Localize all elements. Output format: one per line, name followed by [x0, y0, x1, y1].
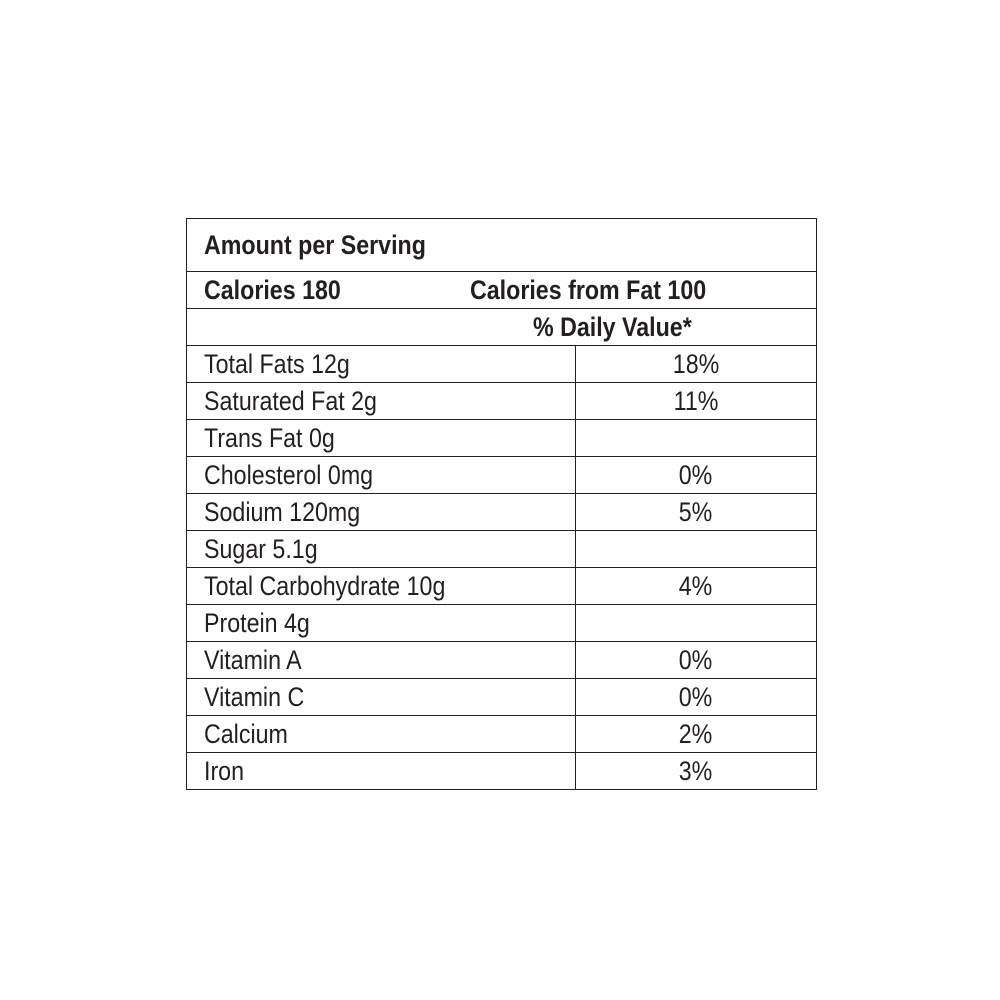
nutrient-row — [187, 457, 817, 494]
amount-per-serving-label: Amount per Serving — [204, 230, 426, 260]
daily-value-header-cell — [187, 309, 817, 346]
nutrient-row — [187, 605, 817, 642]
nutrient-name: Vitamin C — [204, 682, 305, 712]
nutrient-daily-value: 4% — [679, 571, 713, 601]
nutrient-name-cell — [187, 605, 576, 642]
nutrient-daily-value: 3% — [679, 756, 713, 786]
nutrient-daily-value: 0% — [679, 682, 713, 712]
nutrient-daily-value: 2% — [679, 719, 713, 749]
nutrient-name: Sugar 5.1g — [204, 534, 318, 564]
nutrient-name-cell — [187, 494, 576, 531]
nutrient-row — [187, 383, 817, 420]
nutrient-name-cell — [187, 642, 576, 679]
calories-cell — [187, 272, 817, 309]
nutrient-daily-value-cell — [576, 679, 817, 716]
amount-per-serving-cell — [187, 219, 817, 272]
calories-label: Calories 180 — [204, 275, 341, 305]
nutrient-name: Calcium — [204, 719, 288, 749]
nutrition-facts-table — [186, 218, 817, 790]
nutrient-name-cell — [187, 457, 576, 494]
nutrient-daily-value-cell — [576, 531, 817, 568]
nutrient-name-cell — [187, 568, 576, 605]
nutrition-table-body — [187, 219, 817, 790]
nutrient-name: Total Carbohydrate 10g — [204, 571, 446, 601]
nutrient-row — [187, 420, 817, 457]
nutrient-name: Protein 4g — [204, 608, 310, 638]
nutrient-daily-value-cell — [576, 457, 817, 494]
nutrient-name-cell — [187, 753, 576, 790]
nutrient-name-cell — [187, 716, 576, 753]
nutrient-name: Cholesterol 0mg — [204, 460, 374, 490]
nutrient-daily-value-cell — [576, 642, 817, 679]
nutrient-row — [187, 346, 817, 383]
nutrient-daily-value-cell — [576, 753, 817, 790]
calories-from-fat-label: Calories from Fat 100 — [470, 275, 707, 305]
nutrient-daily-value: 0% — [679, 645, 713, 675]
nutrient-daily-value: 11% — [673, 386, 719, 416]
nutrient-row — [187, 531, 817, 568]
nutrient-daily-value-cell — [576, 605, 817, 642]
nutrient-daily-value-cell — [576, 568, 817, 605]
nutrient-name: Trans Fat 0g — [204, 423, 335, 453]
nutrient-daily-value-cell — [576, 346, 817, 383]
nutrient-name-cell — [187, 420, 576, 457]
calories-row — [187, 272, 817, 309]
nutrient-daily-value: 18% — [672, 349, 720, 379]
nutrient-name: Total Fats 12g — [204, 349, 350, 379]
nutrient-name: Vitamin A — [204, 645, 302, 675]
nutrient-daily-value-cell — [576, 420, 817, 457]
nutrient-name: Iron — [204, 756, 245, 786]
daily-value-header: % Daily Value* — [533, 312, 692, 342]
nutrient-daily-value-cell — [576, 494, 817, 531]
nutrient-name-cell — [187, 346, 576, 383]
amount-per-serving-row — [187, 219, 817, 272]
nutrient-row — [187, 753, 817, 790]
nutrient-row — [187, 679, 817, 716]
nutrient-daily-value-cell — [576, 716, 817, 753]
daily-value-header-row — [187, 309, 817, 346]
nutrient-row — [187, 642, 817, 679]
nutrient-daily-value: 0% — [679, 460, 713, 490]
nutrient-name-cell — [187, 531, 576, 568]
nutrient-name-cell — [187, 679, 576, 716]
nutrient-row — [187, 494, 817, 531]
nutrient-daily-value-cell — [576, 383, 817, 420]
nutrient-name: Saturated Fat 2g — [204, 386, 377, 416]
nutrient-daily-value: 5% — [679, 497, 713, 527]
nutrient-row — [187, 716, 817, 753]
nutrient-name-cell — [187, 383, 576, 420]
nutrient-row — [187, 568, 817, 605]
nutrient-name: Sodium 120mg — [204, 497, 361, 527]
